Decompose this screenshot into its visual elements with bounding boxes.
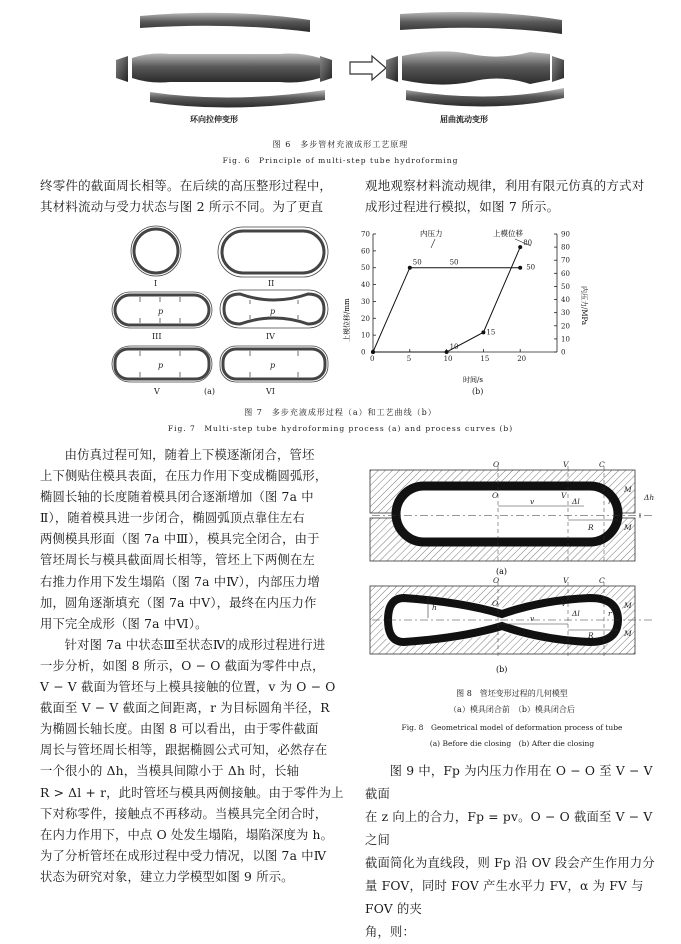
y-tick-label-right: 50 <box>561 282 570 291</box>
y-tick-label-left: 70 <box>361 230 370 239</box>
fig8b-label-O-top: O <box>493 576 500 585</box>
body-left-line-4: Ⅱ），随着模具进一步闭合，椭圆弧顶点靠住左右 <box>40 511 305 526</box>
fig8a-label-R: R <box>588 523 594 532</box>
fig6-caption-en: Fig. 6 Principle of multi-step tube hydroforming <box>222 156 459 165</box>
fig8a-label-dl: Δl <box>572 497 580 506</box>
series-point-1 <box>518 245 522 249</box>
y-tick-label-left: 10 <box>361 331 370 340</box>
fig8a-label-v: v <box>530 497 535 506</box>
fig6-illustration <box>110 6 570 116</box>
legend-pressure-leader <box>431 239 435 248</box>
fig8b-label-dl: Δl <box>572 609 580 618</box>
top-right-line-2: 成形过程进行模拟，如图 7 所示。 <box>365 199 560 214</box>
fig7b-panel-label: (b) <box>472 387 484 396</box>
body-left-line-1: 由仿真过程可知，随着上下模逐渐闭合，管坯 <box>64 448 315 462</box>
plug-left-a <box>116 56 128 82</box>
legend-die: 上模位移 <box>493 229 523 238</box>
stage-label-II: II <box>268 279 275 288</box>
fig7a-panel-label: (a) <box>204 387 216 396</box>
y-tick-label-right: 20 <box>561 322 570 331</box>
fig8b-label-M-top: M <box>624 601 632 610</box>
fig6-label-right: 屈曲流动变形 <box>440 114 488 124</box>
fig8a-label-V: V <box>561 491 567 500</box>
x-tick-label: 5 <box>406 355 412 363</box>
point-label: 50 <box>412 258 422 267</box>
body-left-line-19: 在内力作用下，中点 O 处发生塌陷，塌陷深度为 h。 <box>40 827 334 842</box>
point-label: 10 <box>449 343 459 351</box>
series-line-0 <box>373 268 520 352</box>
fig8-panel-b: (b) <box>496 665 508 674</box>
y-tick-label-right: 60 <box>561 269 570 278</box>
series-point-0 <box>408 266 412 270</box>
process-arrow-icon <box>350 56 386 80</box>
body-left-line-20: 为了分析管坯在成形过程中受力情况，以图 7a 中Ⅳ <box>40 848 327 863</box>
body-left-line-11: 一步分析，如图 8 所示，O − O 截面为零件中点， <box>40 658 325 673</box>
fig8b-label-R: R <box>588 631 594 640</box>
y-tick-label-left: 20 <box>361 314 370 323</box>
series-point-1 <box>481 330 485 334</box>
series-point-0 <box>518 266 522 270</box>
body-right-line-5: 角，则： <box>365 925 415 939</box>
top-right-line-1: 观地观察材料流动规律，利用有限元仿真的方式对 <box>365 178 645 193</box>
lower-die-right <box>406 88 564 107</box>
stage-I-die <box>131 226 181 276</box>
top-left-line-1: 终零件的截面周长相等。在后续的高压整形过程中， <box>40 178 333 193</box>
y-tick-label-left: 60 <box>361 247 370 256</box>
body-left-line-15: 周长与管坯周长相等，跟据椭圆公式可知，必然存在 <box>40 743 328 758</box>
body-left-line-8: 加，圆角逐渐填充（图 7a 中Ⅴ），最终在内压力作 <box>40 595 317 610</box>
y-tick-label-right: 40 <box>561 296 570 305</box>
body-left-line-13: 截面至 V − V 截面之间距离，r 为目标圆角半径，R <box>40 701 330 716</box>
fig8b-label-v: v <box>530 614 535 623</box>
y-tick-label-left: 40 <box>361 281 370 290</box>
stage-II-tube <box>222 231 324 273</box>
body-right-line-3: 截面简化为直线段，则 Fp 沿 OV 段会产生作用力分 <box>365 856 655 870</box>
series-point-1 <box>371 350 375 354</box>
fig7b-chart <box>335 224 588 399</box>
fig8a-label-O: O <box>492 491 499 500</box>
stage-label-VI: VI <box>266 387 275 396</box>
y-tick-label-left: 0 <box>361 348 366 357</box>
fig8b-label-M-bottom: M <box>624 629 632 638</box>
ylabel-left: 上模位移/mm <box>343 298 351 342</box>
upper-die-right <box>400 12 562 34</box>
x-tick-label: 0 <box>370 355 375 363</box>
body-left-line-10: 针对图 7a 中状态Ⅲ至状态Ⅳ的成形过程进行进 <box>64 637 326 652</box>
fig8a-label-M-top: M <box>624 485 632 494</box>
y-tick-label-right: 10 <box>561 335 570 344</box>
tube-right <box>402 51 550 84</box>
top-text-left <box>40 175 350 217</box>
fig8b-label-C: C <box>599 576 605 585</box>
fig8-sub-en: (a) Before die closing (b) After die closing <box>429 739 595 748</box>
point-label: 15 <box>486 328 496 337</box>
x-tick-label: 15 <box>480 355 490 363</box>
body-right <box>365 760 665 944</box>
fig6-caption-cn: 图 6 多步管材充液成形工艺原理 <box>272 140 409 149</box>
top-left-line-2: 其材料流动与受力状态与图 2 所示不同。为了更直 <box>40 199 324 214</box>
plug-right-a <box>386 56 398 82</box>
stage-I-tube <box>134 229 178 273</box>
tube-left <box>132 54 320 83</box>
fig8b-label-r: r <box>608 609 612 618</box>
stage-label-IV: IV <box>266 332 275 341</box>
fig6-label-left: 环向拉伸变形 <box>190 114 238 124</box>
p-label-VI: p <box>270 361 276 370</box>
y-tick-label-right: 0 <box>561 348 566 357</box>
fig8b-label-O: O <box>492 599 499 608</box>
body-left-line-2: 上下侧贴住模具表面，在压力作用下变成椭圆弧形， <box>40 469 328 484</box>
y-tick-label-left: 30 <box>361 297 370 306</box>
body-left-line-9: 用下完全成形（图 7a 中Ⅵ）。 <box>40 616 208 631</box>
y-tick-label-right: 30 <box>561 309 570 318</box>
top-text-right <box>365 175 665 217</box>
stage-label-V: V <box>154 387 160 396</box>
fig8-diagram <box>362 458 662 678</box>
body-left-line-18: 下对称零件，接触点不再移动。当模具完全闭合时， <box>40 806 328 821</box>
body-right-line-1: 图 9 中，Fp 为内压力作用在 O − O 至 V − V 截面 <box>365 764 653 801</box>
p-label-V: p <box>158 361 164 370</box>
body-left-line-5: 两侧模具形面（图 7a 中Ⅲ），模具完全闭合，由于 <box>40 532 320 547</box>
body-right-line-2: 在 z 向上的合力，Fp = pv。O − O 截面至 V − V 之间 <box>365 810 653 847</box>
y-tick-label-left: 50 <box>361 264 370 273</box>
fig8a-label-O-top: O <box>493 460 500 469</box>
fig8b-label-V: V <box>561 599 567 608</box>
x-tick-label: 20 <box>517 355 527 363</box>
fig8a-label-dh: Δh <box>644 493 655 502</box>
ylabel-right: 内压力/MPa <box>580 286 588 326</box>
upper-die-left <box>140 13 310 32</box>
p-label-IV: p <box>270 307 276 316</box>
fig8b <box>370 582 652 658</box>
body-left-line-17: R > Δl + r，此时管坯与模具两侧接触。由于零件为上 <box>40 785 344 800</box>
fig8a-label-C: C <box>599 460 605 469</box>
plug-left-b <box>320 56 332 82</box>
y-tick-label-right: 70 <box>561 256 570 265</box>
body-left-line-16: 一个很小的 Δh，当模具间隙小于 Δh 时，长轴 <box>40 764 300 779</box>
stage-II-die <box>218 227 328 277</box>
fig8a-label-M-bottom: M <box>624 523 632 532</box>
stage-label-III: III <box>152 332 162 341</box>
y-tick-label-right: 80 <box>561 243 570 252</box>
fig8-sub-cn: （a）模具闭合前 （b）模具闭合后 <box>449 705 575 714</box>
fig7-caption-cn: 图 7 多步充液成形过程（a）和工艺曲线（b） <box>244 408 437 417</box>
xlabel: 时间/s <box>463 376 483 384</box>
series-line-1 <box>373 247 520 352</box>
legend-pressure: 内压力 <box>420 229 443 238</box>
body-left-line-21: 状态为研究对象，建立力学模型如图 9 所示。 <box>40 869 294 884</box>
body-left-line-7: 右推力作用下发生塌陷（图 7a 中Ⅳ），内部压力增 <box>40 574 321 589</box>
fig8-caption-cn: 图 8 管坯变形过程的几何模型 <box>456 689 568 698</box>
point-label: 80 <box>523 239 533 248</box>
body-left-line-12: V − V 截面为管坯与上模具接触的位置，v 为 O − O <box>40 680 336 695</box>
body-left-line-6: 管坯周长与模具截面周长相等，管坯上下两侧在左 <box>40 553 315 568</box>
point-label: 50 <box>449 258 459 267</box>
body-left-line-3: 椭圆长轴的长度随着模具闭合逐渐增加（图 7a 中 <box>40 490 314 505</box>
body-left <box>40 445 355 888</box>
body-left-line-14: 为椭圆长轴长度。由图 8 可以看出，由于零件截面 <box>40 722 319 737</box>
fig8-panel-a: (a) <box>496 567 508 576</box>
plug-right-b <box>552 56 564 82</box>
lower-die-left <box>150 90 325 108</box>
fig8b-label-V-top: V <box>563 576 569 585</box>
fig7a-stages <box>100 224 345 399</box>
x-tick-label: 10 <box>443 355 453 363</box>
stage-label-I: I <box>154 279 158 288</box>
y-tick-label-right: 90 <box>561 230 570 239</box>
fig8-caption-en: Fig. 8 Geometrical model of deformation process of tube <box>401 723 623 732</box>
fig8a-label-V-top: V <box>563 460 569 469</box>
p-label-III: p <box>158 307 164 316</box>
point-label: 50 <box>526 263 536 272</box>
fig8b-label-h: h <box>432 603 437 612</box>
fig8a-label-r: r <box>608 497 612 506</box>
fig8a <box>370 466 655 564</box>
series-point-1 <box>445 350 449 354</box>
body-right-line-4: 量 FOV，同时 FOV 产生水平力 FV，α 为 FV 与 FOV 的夹 <box>365 879 644 916</box>
fig7-caption-en: Fig. 7 Multi-step tube hydroforming process (a) and process curves (b) <box>167 424 514 433</box>
